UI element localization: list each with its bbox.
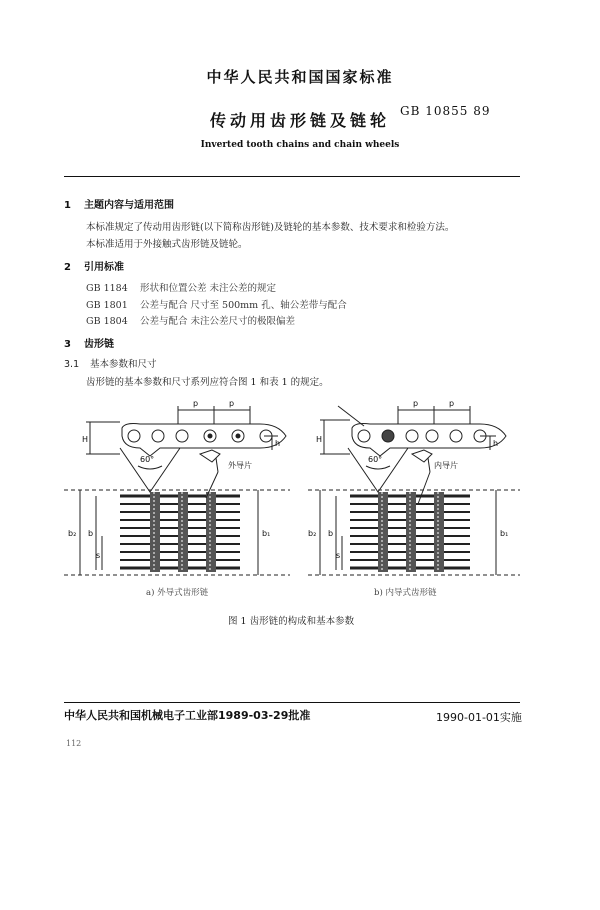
section-number: 1 xyxy=(64,200,71,211)
label-height-right: H xyxy=(316,435,323,444)
reference-item xyxy=(86,280,276,294)
label-angle-left: 60° xyxy=(140,455,155,464)
reference-item xyxy=(86,313,295,327)
label-h-left: h xyxy=(275,439,281,448)
label-b1-left: b₁ xyxy=(262,529,271,538)
label-pitch-left-1: p xyxy=(193,399,199,408)
label-s-right: s xyxy=(336,551,341,560)
section-title: 齿形链 xyxy=(84,339,114,350)
label-outer-guide: 外导片 xyxy=(228,461,252,470)
section-1-heading xyxy=(64,196,174,211)
label-b-left: b xyxy=(88,529,94,538)
label-pitch-left-2: p xyxy=(229,399,235,408)
implementation-date: 1990-01-01实施 xyxy=(436,711,522,724)
approval-line: 中华人民共和国机械电子工业部1989-03-29批准 xyxy=(64,709,311,722)
page-number: 112 xyxy=(66,739,82,748)
section-1-paragraph-2: 本标准适用于外接触式齿形链及链轮。 xyxy=(86,239,248,250)
section-number: 3 xyxy=(64,339,71,350)
label-angle-right: 60° xyxy=(368,455,383,464)
figure-left-caption: a) 外导式齿形链 xyxy=(146,588,209,598)
reference-text: 公差与配合 未注公差尺寸的极限偏差 xyxy=(140,316,296,327)
figure-caption: 图 1 齿形链的构成和基本参数 xyxy=(228,616,355,627)
label-b-right: b xyxy=(328,529,334,538)
standard-code: GB 10855 89 xyxy=(400,104,491,118)
label-inner-guide: 内导片 xyxy=(434,461,458,470)
label-b1-right: b₁ xyxy=(500,529,509,538)
section-3-heading xyxy=(64,335,114,350)
reference-item xyxy=(86,297,347,311)
english-title: Inverted tooth chains and chain wheels xyxy=(200,140,400,150)
section-number: 2 xyxy=(64,262,71,273)
left-chain-side-view xyxy=(86,406,286,492)
reference-code: GB 1804 xyxy=(86,316,128,327)
section-2-heading xyxy=(64,258,124,273)
reference-code: GB 1801 xyxy=(86,300,128,311)
figure-1-drawing xyxy=(60,392,530,602)
subsection-number: 3.1 xyxy=(64,359,80,370)
label-b2-right: b₂ xyxy=(308,529,317,538)
section-1-paragraph-1: 本标准规定了传动用齿形链(以下简称齿形链)及链轮的基本参数、技术要求和检验方法。 xyxy=(86,222,455,233)
label-height-left: H xyxy=(82,435,89,444)
reference-text: 公差与配合 尺寸至 500mm 孔、轴公差带与配合 xyxy=(140,300,347,311)
reference-text: 形状和位置公差 未注公差的规定 xyxy=(140,283,277,294)
label-s-left: s xyxy=(96,551,101,560)
standard-type-header: 中华人民共和国国家标准 xyxy=(206,68,394,86)
footer-rule xyxy=(64,702,520,703)
section-title: 主题内容与适用范围 xyxy=(84,200,174,211)
label-pitch-right-2: p xyxy=(449,399,455,408)
label-pitch-right-1: p xyxy=(413,399,419,408)
document-title: 传动用齿形链及链轮 xyxy=(209,111,390,130)
section-title: 引用标准 xyxy=(84,262,124,273)
reference-code: GB 1184 xyxy=(86,283,128,294)
figure-right-caption: b) 内导式齿形链 xyxy=(374,588,437,598)
right-chain-side-view xyxy=(320,406,506,492)
subsection-3-1-heading xyxy=(64,356,157,370)
label-h-right: h xyxy=(493,439,499,448)
subsection-3-1-paragraph: 齿形链的基本参数和尺寸系列应符合图 1 和表 1 的规定。 xyxy=(86,377,329,388)
header-rule xyxy=(64,176,520,177)
label-b2-left: b₂ xyxy=(68,529,77,538)
subsection-title: 基本参数和尺寸 xyxy=(90,359,157,370)
